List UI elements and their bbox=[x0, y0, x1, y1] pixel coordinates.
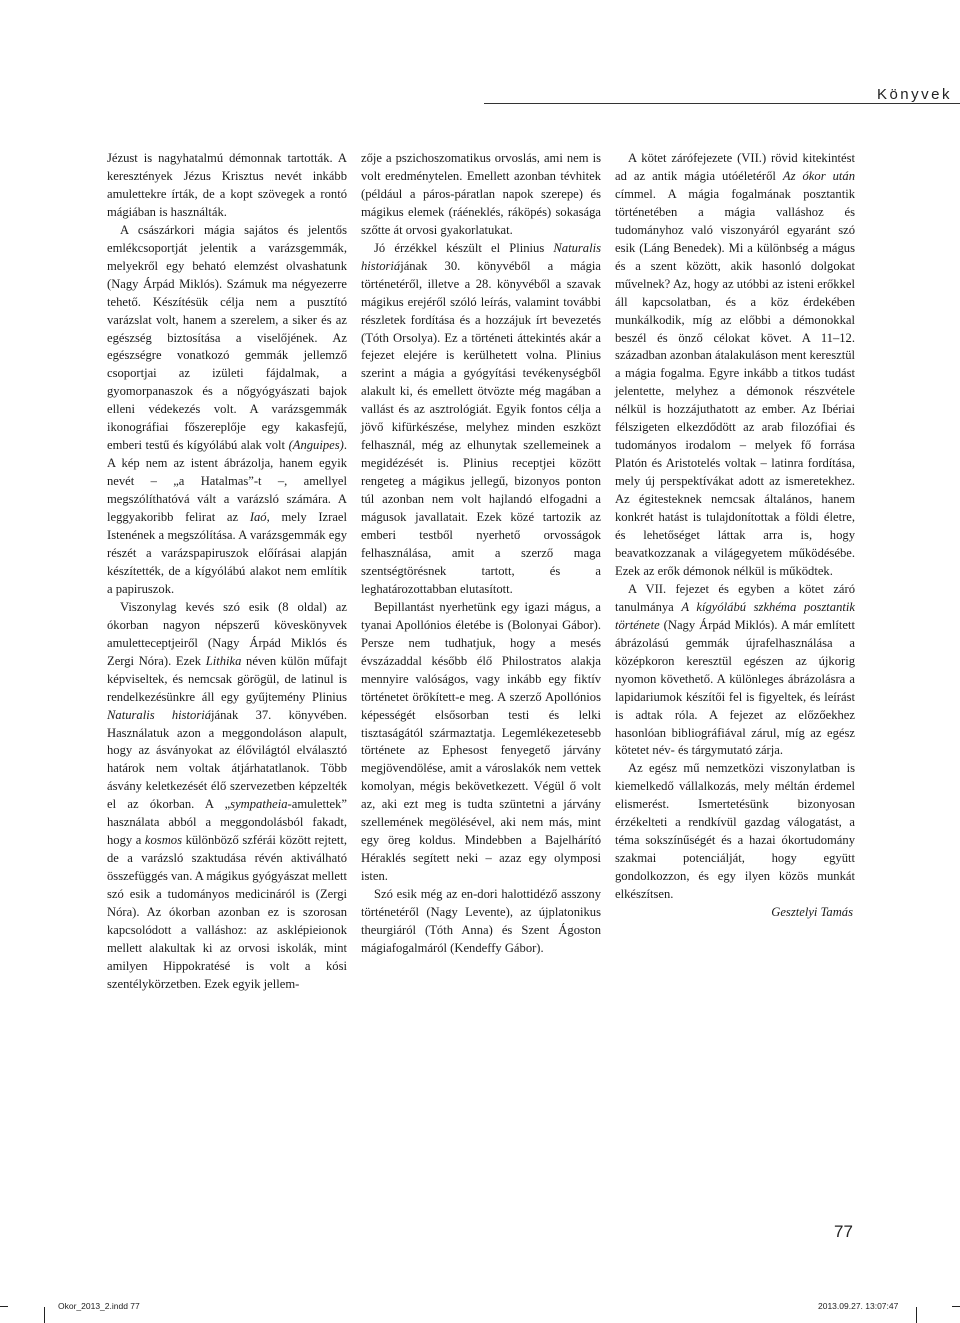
page-number: 77 bbox=[834, 1222, 853, 1241]
paragraph: A kötet zárófejezete (VII.) rövid kitekintést ad az antik mágia utóéletéről Az ókor után címmel. A mágia fogalmának posztantik történetében a mágia valláshoz és tudományhoz való viszonyáról egyaránt szó esik (Láng Benedek). Mi a különbség a mágus és a szent között, akik hasonló dolgokat művelnek? Az, hogy az utóbbi az isteni erőkkel áll kapcsolatban, és a köz érdekében munkálkodik, míg az előbbi a démonokkal beszél és önző célokat követ. A 11–12. században azonban átalakuláson ment keresztül a mágia fogalma. Egyre inkább a titkos tudást jelentette, melyhez a démonok részvétele nélkül is hozzájuthatott az ember. Az Ibériai félszigeten elkezdődött az arab filozófiai és tudományos irodalom – melyek fő forrása Platón és Aristotelés voltak – latinra fordítása, mely új perspektívákat adott az ismeretekhez. Az égitesteknek nemcsak általános, hanem konkrét hatást is tulajdonítottak a földi életre, és lehetőséget láttak arra is, hogy beavatkozzanak a világegyetem működésébe. Ezek az erők démonok nélkül is működtek. bbox=[615, 151, 855, 578]
text-column-2 bbox=[361, 150, 601, 958]
text-column-3 bbox=[615, 150, 855, 922]
text-column-1 bbox=[107, 150, 347, 994]
header-rule bbox=[484, 103, 960, 104]
crop-mark bbox=[916, 1307, 917, 1323]
paragraph: zője a pszichoszomatikus orvoslás, ami nem is volt eredménytelen. Emellett azonban tévhitek (például a páros-páratlan napok szerepe) és mágikus elemek (ráéneklés, ráköpés) sokasága szőtte át orvosi gyakorlatukat. bbox=[361, 151, 601, 237]
section-title: Könyvek bbox=[876, 86, 952, 103]
paragraph: Az egész mű nemzetközi viszonylatban is kiemelkedő vállalkozás, mely méltán érdemel elismerést. Ismertetésünk bizonyosan érzékelteti a rendkívül gazdag válogatást, a téma sokszínűségét és a hazai ókortudomány szakmai potenciálját, hogy együtt gondolkozzon, és egy ilyen közös munkát elkészítsen. bbox=[615, 761, 855, 902]
paragraph: A császárkori mágia sajátos és jelentős emlékcsoportját jelentik a varázsgemmák, melyekről egy beható elemzést olvashatunk (Nagy Árpád Miklós). Számuk ma négyezerre tehető. Készítésük célja nem a pusztító varázslat volt, hanem a szerelem, a siker és az egészség biztosítása a viselőjének. Az egészségre vonatkozó gemmák jellemző csoportjai az izületi fájdalmak, a gyomorpanaszok és a nőgyógyászati bajok elleni védekezés volt. A varázsgemmák ikonográfiai főszereplője egy kakasfejű, emberi testű és kígyólábú alak volt (Anguipes). A kép nem az istent ábrázolja, hanem egyik nevét – „a Hatalmas”-t –, amellyel megszólíthatóvá vált a varázsló számára. A leggyakoribb felirat az Iaó, mely Izrael Istenének a megszólítása. A varázsgemmák egy részét a varázspapiruszok előírásai alapján készítették, de a kígyólábú alakot nem említik a papiruszok. bbox=[107, 222, 347, 596]
paragraph: Jó érzékkel készült el Plinius Naturalis historiájának 30. könyvéből a mágia történetéről, illetve a 28. könyvéből a szavak mágikus erejéről szóló leírás, valamint további részletek fordítása és a hozzájuk írt bevezetés (Tóth Orsolya). Ez a történeti áttekintés akár a fejezet elejére is kerülhetett volna. Plinius szerint a mágia a gyógyítási tevékenységből alakult ki, és emellett ötvözte még magában a vallást és az asztrológiát. Egyik fontos célja a jövő kifürkészése, melyhez minden eszközt felhasznál, még az elhunytak szellemeinek a megidézését is. Plinius receptjei között rengeteg a mágikus jellegű, bizonyos ponton túl azonban nem volt hajlandó elfogadni a mágusok javallatait. Ezek közé tartozik az emberi testből nyerhető orvosságok felhasználása, amit a szerző maga szentségtörésnek tartott, és a leghatározottabban elutasított. bbox=[361, 240, 601, 596]
crop-mark bbox=[952, 1306, 960, 1307]
crop-mark bbox=[0, 1306, 8, 1307]
paragraph: Bepillantást nyerhetünk egy igazi mágus, a tyanai Apollónios életébe is (Bolonyai Gábor). Persze nem tudhatjuk, hogy a mesés évszázaddal később élő Philostratos alakja mennyire valóságos, vagy inkább egy fiktív történetet örökített-e meg. A szerző Apollónios képességét elsősorban testi és lelki tisztaságától származtatja. Legemlékezetesebb története az Ephesost fenyegető járvány megjövendölése, amit a városlakók nem vettek komolyan, mégis bekövetkezett. Végül ő volt az, aki ezt meg is tudta szüntetni a járvány szellemének megölésével, aki nem más, mint egy öreg koldus. Mindebben a Bajelhárító Héraklés segített neki – azaz egy olymposi isten. bbox=[361, 599, 601, 884]
author-signature: Gesztelyi Tamás bbox=[771, 905, 853, 920]
paragraph: A VII. fejezet és egyben a kötet záró tanulmánya A kígyólábú szkhéma posztantik története (Nagy Árpád Miklós). A már említett ábrázolású gemmák újrafelhasználása a középkoron keresztül egészen az újkorig nyomon követhető. A különleges ábrázolásra a lapidariumok készítői fel is figyeltek, és leírást is adtak róla. A fejezet az előzőekhez hasonlóan bibliográfiával zárul, míg az egész kötetet név- és tárgymutató zárja. bbox=[615, 581, 855, 758]
paragraph: Jézust is nagyhatalmú démonnak tartották. A keresztények Jézus Krisztus nevét inkább amulettekre írták, de a kopt szövegek a rontó mágiában is használták. bbox=[107, 151, 347, 219]
paragraph: Viszonylag kevés szó esik (8 oldal) az ókorban nagyon népszerű köveskönyvek amuletteceptjeiről (Nagy Árpád Miklós és Zergi Nóra). Ezek Lithika néven külön műfajt képviseltek, és nemcsak görögül, de latinul is rendelkezésünkre áll egy gyűjtemény Plinius Naturalis historiájának 37. könyvében. Használatuk azon a meggondoláson alapult, hogy az ásványokat az élővilágtól elválasztó határok nem voltak átjárhatatlanok. Több ásvány keletkezését élő szervezetben képzelték el az ókorban. A „sympatheia-amulettek” használata abból a meggondolásból fakadt, hogy a kosmos különböző szférái között rejtett, de a varázsló szaktudása révén aktiválható összefüggés van. A mágikus gyógyászat mellett szó esik a tudományos medicináról is (Zergi Nóra). Az ókorban azonban ez is szorosan kapcsolódott a valláshoz: az asklépieionok mellett alakultak ki az orvosi iskolák, mint amilyen Hippokratésé is volt a kósi szentélykörzetben. Ezek egyik jellem- bbox=[107, 599, 347, 991]
crop-mark bbox=[44, 1307, 45, 1323]
slug-timestamp: 2013.09.27. 13:07:47 bbox=[818, 1301, 899, 1311]
slug-filename: Okor_2013_2.indd 77 bbox=[58, 1301, 140, 1311]
paragraph: Szó esik még az en-dori halottidéző asszony történetéről (Nagy Levente), az újplatonikus theurgiáról (Tóth Anna) és Szent Ágoston mágiafogalmáról (Kendeffy Gábor). bbox=[361, 887, 601, 955]
